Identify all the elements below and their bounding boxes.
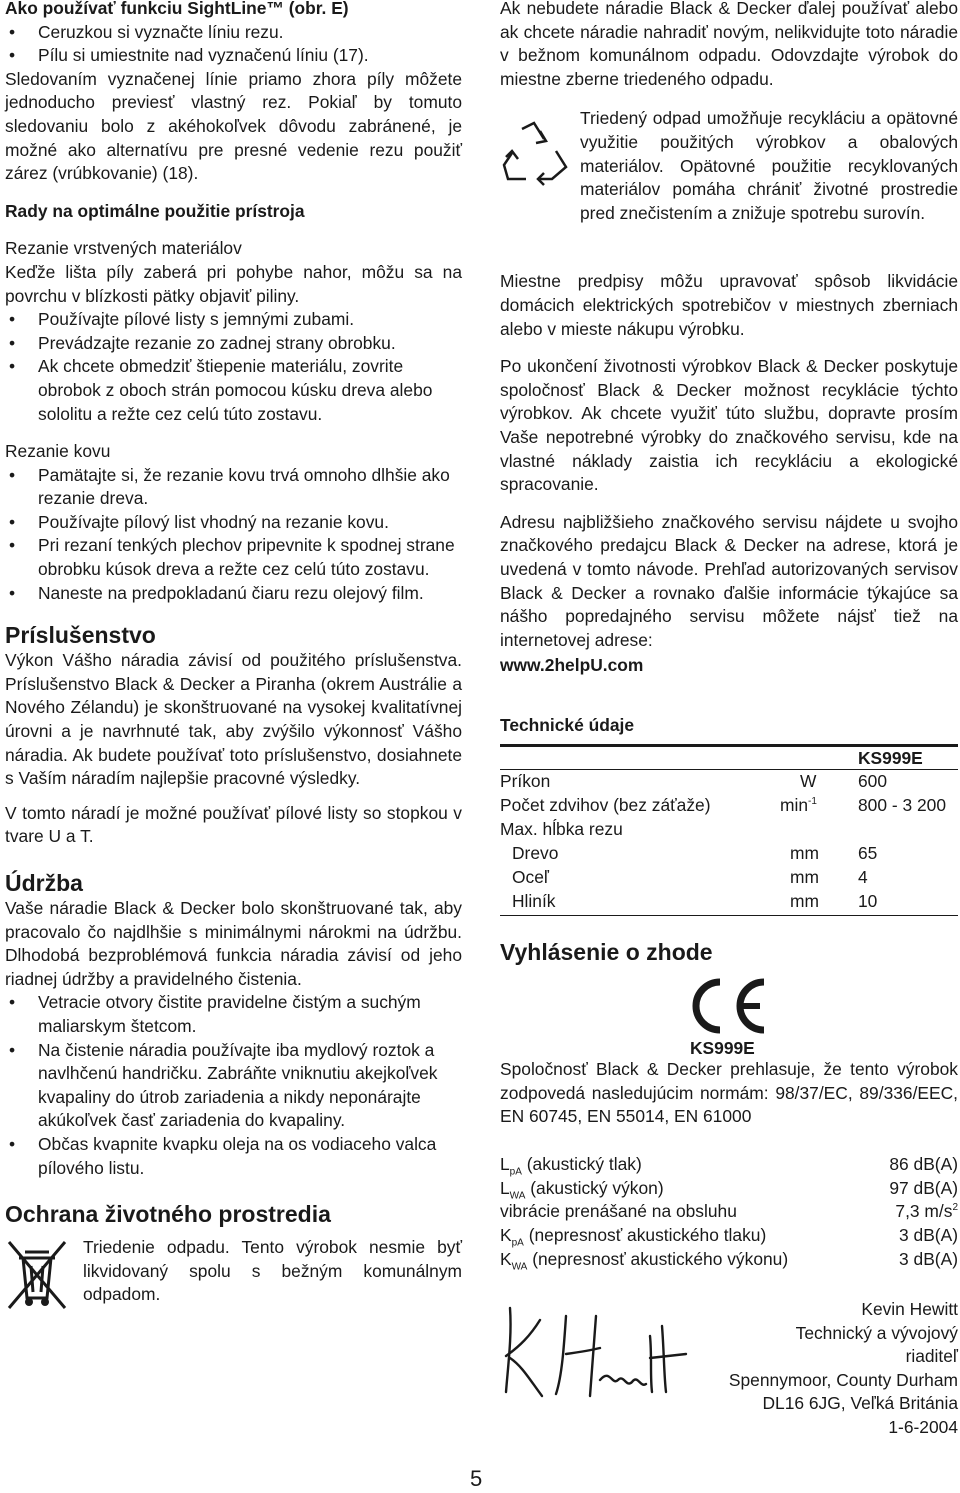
spec-label: Max. hĺbka rezu	[500, 818, 623, 839]
left-column	[5, 0, 462, 1316]
table-row	[500, 842, 958, 866]
list-item: • Občas kvapnite kvapku oleja na os vodiaceho valca pílového listu.	[5, 1133, 462, 1180]
sightline-heading: Ako používať funkciu SightLine™ (obr. E)	[5, 0, 349, 18]
table-row	[500, 794, 958, 818]
spec-unit: mm	[790, 866, 819, 887]
list-item: • Ceruzkou si vyznačte líniu rezu.	[5, 21, 462, 45]
environment-heading: Ochrana životného prostredia	[5, 1201, 331, 1228]
recycle-icon	[500, 121, 570, 187]
layered-list	[5, 308, 462, 426]
table-header-row	[500, 747, 958, 770]
list-item: • Používajte pílové listy s jemnými zubami.	[5, 308, 462, 332]
conformity-model: KS999E	[690, 1038, 755, 1058]
ce-mark-icon	[682, 976, 772, 1036]
tech-data-heading: Technické údaje	[500, 715, 635, 735]
signatory-line: riaditeľ	[905, 1346, 958, 1367]
conformity-heading: Vyhlásenie o zhode	[500, 939, 713, 965]
list-item: • Pamätajte si, že rezanie kovu trvá omnoho dlhšie ako rezanie dreva.	[5, 464, 462, 511]
signatory-line: Technický a vývojový	[795, 1322, 958, 1343]
spec-label: Hliník	[512, 890, 556, 911]
list-item: • Prevádzajte rezanie zo zadnej strany obrobku.	[5, 332, 462, 356]
signatory-block	[640, 1298, 958, 1440]
noise-symbol: vibrácie prenášané na obsluhu	[500, 1201, 737, 1222]
spec-value: 65	[858, 842, 878, 863]
table-row	[500, 890, 958, 916]
noise-value: 86 dB(A)	[889, 1154, 958, 1174]
spec-value: 4	[858, 866, 868, 887]
spec-value: 600	[858, 770, 888, 791]
spec-value: 10	[858, 890, 878, 911]
metal-list	[5, 464, 462, 606]
model-label: KS999E	[858, 747, 923, 768]
noise-values	[500, 1153, 958, 1271]
website-link[interactable]: www.2helpU.com	[500, 655, 644, 676]
signatory-line: Spennymoor, County Durham	[728, 1369, 958, 1390]
signatory-line: 1-6-2004	[888, 1416, 958, 1437]
tech-data-table	[500, 715, 958, 916]
list-item: • Ak chcete obmedziť štiepenie materiálu, zovrite obrobok z oboch strán pomocou kúsku dreva alebo sololitu a režte cez celú túto zostavu.	[5, 355, 462, 426]
spec-unit: mm	[790, 890, 819, 911]
noise-value: 3 dB(A)	[899, 1248, 958, 1269]
list-item: • Pri rezaní tenkých plechov pripevnite k spodnej strane obrobku kúsok dreva a režte cez celú túto zostavu.	[5, 534, 462, 581]
spec-label: Oceľ	[512, 866, 549, 887]
table-row	[500, 866, 958, 890]
spec-unit: mm	[790, 842, 819, 863]
accessories-paragraph: Výkon Vášho náradia závisí od použitého príslušenstva. Príslušenstvo Black & Decker a Piranha (okrem Austrálie a Nového Zélandu) je skonštruované na vysokej kvalitatívnej úrovni a je navrhnuté tak, aby zvýšilo výkonnosť Vášho náradia. Ak budete používať toto príslušenstvo, dosiahnete s Vaším náradím najlepšie pracovné výsledky.	[5, 650, 462, 789]
noise-symbol: $K_{pA}$ (nepresnosť akustického tlaku)	[500, 1225, 767, 1249]
right-column	[500, 0, 958, 678]
noise-value: 97 dB(A)	[889, 1177, 958, 1198]
layered-heading: Rezanie vrstvených materiálov	[5, 238, 242, 259]
list-item: • Na čistenie náradia používajte iba mydlový roztok a navlhčenú handričku. Zabráňte vniknutiu akejkoľvek kvapaliny do útrob zariadenia a nikdy neponárajte akúkoľvek časť zariadenia do kvapaliny.	[5, 1039, 462, 1133]
layered-paragraph: Keďže lišta píly zaberá pri pohybe nahor, môžu sa na povrchu v blízkosti pätky objaviť piliny.	[5, 261, 462, 306]
crossed-bin-icon	[5, 1236, 69, 1312]
spec-label: Počet zdvihov (bez záťaže)	[500, 794, 711, 815]
maintenance-list	[5, 991, 462, 1180]
disposal-paragraph: Ak nebudete náradie Black & Decker ďalej používať alebo ak chcete náradie nahradiť novým, nelikvidujte toto náradie v bežnom komunálnom odpadu. Odovzdajte výrobok do miestne zberne triedeného odpadu.	[500, 0, 958, 89]
noise-row	[500, 1224, 958, 1248]
spec-label: Príkon	[500, 770, 551, 791]
local-rules-paragraph: Miestne predpisy môžu upravovať spôsob likvidácie domácich elektrických spotrebičov v miestnych zberniach alebo v mieste nákupu výrobku.	[500, 271, 958, 339]
noise-symbol: $L_{WA}$ (akustický výkon)	[500, 1177, 664, 1202]
table-row	[500, 818, 958, 842]
noise-symbol: $L_{pA}$ (akustický tlak)	[500, 1154, 642, 1178]
page-number: 5	[470, 1466, 483, 1491]
maintenance-paragraph: Vaše náradie Black & Decker bolo skonštruované tak, aby pracovalo čo najdlhšie s minimálnymi nárokmi na údržbu. Dlhodobá bezproblémová funkcia náradia závisí od jeho riadnej údržby a pravidelného čistenia.	[5, 898, 462, 989]
accessories-paragraph-2: V tomto náradí je možné používať pílové listy so stopkou v tvare U a T.	[5, 802, 462, 847]
maintenance-heading: Údržba	[5, 870, 83, 896]
service-paragraph: Po ukončení životnosti výrobkov Black & Decker poskytuje spoločnosť Black & Decker možnost recyklácie týchto výrobkov. Ak chcete využiť túto službu, dopravte prosím Vaše nepotrebné výrobky do značkového servisu, kde na vlastné náklady zaistia ich recykláciu a ekologické spracovanie.	[500, 356, 958, 495]
spec-unit: W	[800, 770, 817, 791]
tips-heading: Rady na optimálne použitie prístroja	[5, 200, 305, 221]
address-paragraph: Adresu najbližšieho značkového servisu nájdete u svojho značkového predajcu Black & Decker na adrese, ktorá je uvedená v tomto návode. Prehľad autorizovaných servisov Black & Decker a rovnako ďalšie informácie týkajúce sa nášho popredajného servisu môžete nájsť tiež na internetovej adrese:	[500, 511, 958, 650]
spec-value: 800 - 3 200	[858, 794, 946, 815]
signatory-line: Kevin Hewitt	[861, 1299, 958, 1319]
list-item: • Naneste na predpokladanú čiaru rezu olejový film.	[5, 582, 462, 606]
list-item: • Používajte pílový list vhodný na rezanie kovu.	[5, 511, 462, 535]
waste-paragraph: Triedenie odpadu. Tento výrobok nesmie byť likvidovaný spolu s bežným komunálnym odpadom.	[83, 1237, 462, 1305]
noise-row	[500, 1200, 958, 1224]
list-item: • Vetracie otvory čistite pravidelne čistým a suchým maliarskym štetcom.	[5, 991, 462, 1038]
recycle-paragraph: Triedený odpad umožňuje recykláciu a opätovné využitie použitých výrobkov a obalových materiálov. Opätovné použitie recyklovaných materiálov pomáha chrániť životné prostredie pred znečistením a znižuje spotrebu surovín.	[580, 108, 958, 223]
accessories-heading: Príslušenstvo	[5, 622, 156, 649]
spec-unit: $\min^{-1}$	[780, 794, 817, 815]
noise-row	[500, 1248, 958, 1272]
noise-value: 7,3 $m/s^2$	[895, 1201, 958, 1222]
metal-heading: Rezanie kovu	[5, 441, 111, 462]
recycle-block	[500, 107, 958, 265]
sightline-paragraph: Sledovaním vyznačenej línie priamo zhora píly môžete jednoducho previesť vlastný rez. Pokiaľ by tomuto sledovaniu bolo z akéhokoľvek dôvodu zabránené, je možné ako alternatívu pre presné vedenie rezu použiť zárez (vrúbkovanie) (18).	[5, 68, 462, 184]
noise-value: 3 dB(A)	[899, 1225, 958, 1246]
noise-row	[500, 1153, 958, 1177]
list-item: • Pílu si umiestnite nad vyznačenú líniu (17).	[5, 44, 462, 68]
noise-row	[500, 1177, 958, 1201]
sightline-list	[5, 21, 462, 68]
noise-symbol: $K_{WA}$ (nepresnosť akustického výkonu)	[500, 1248, 789, 1273]
signatory-line: DL16 6JG, Veľká Británia	[762, 1393, 958, 1414]
waste-block	[5, 1236, 462, 1316]
conformity-paragraph: Spoločnosť Black & Decker prehlasuje, že tento výrobok zodpovedá nasledujúcim normám: 98/37/EC, 89/336/EEC, EN 60745, EN 55014, EN 61000	[500, 1059, 958, 1127]
table-row	[500, 770, 958, 794]
spec-label: Drevo	[512, 842, 559, 863]
